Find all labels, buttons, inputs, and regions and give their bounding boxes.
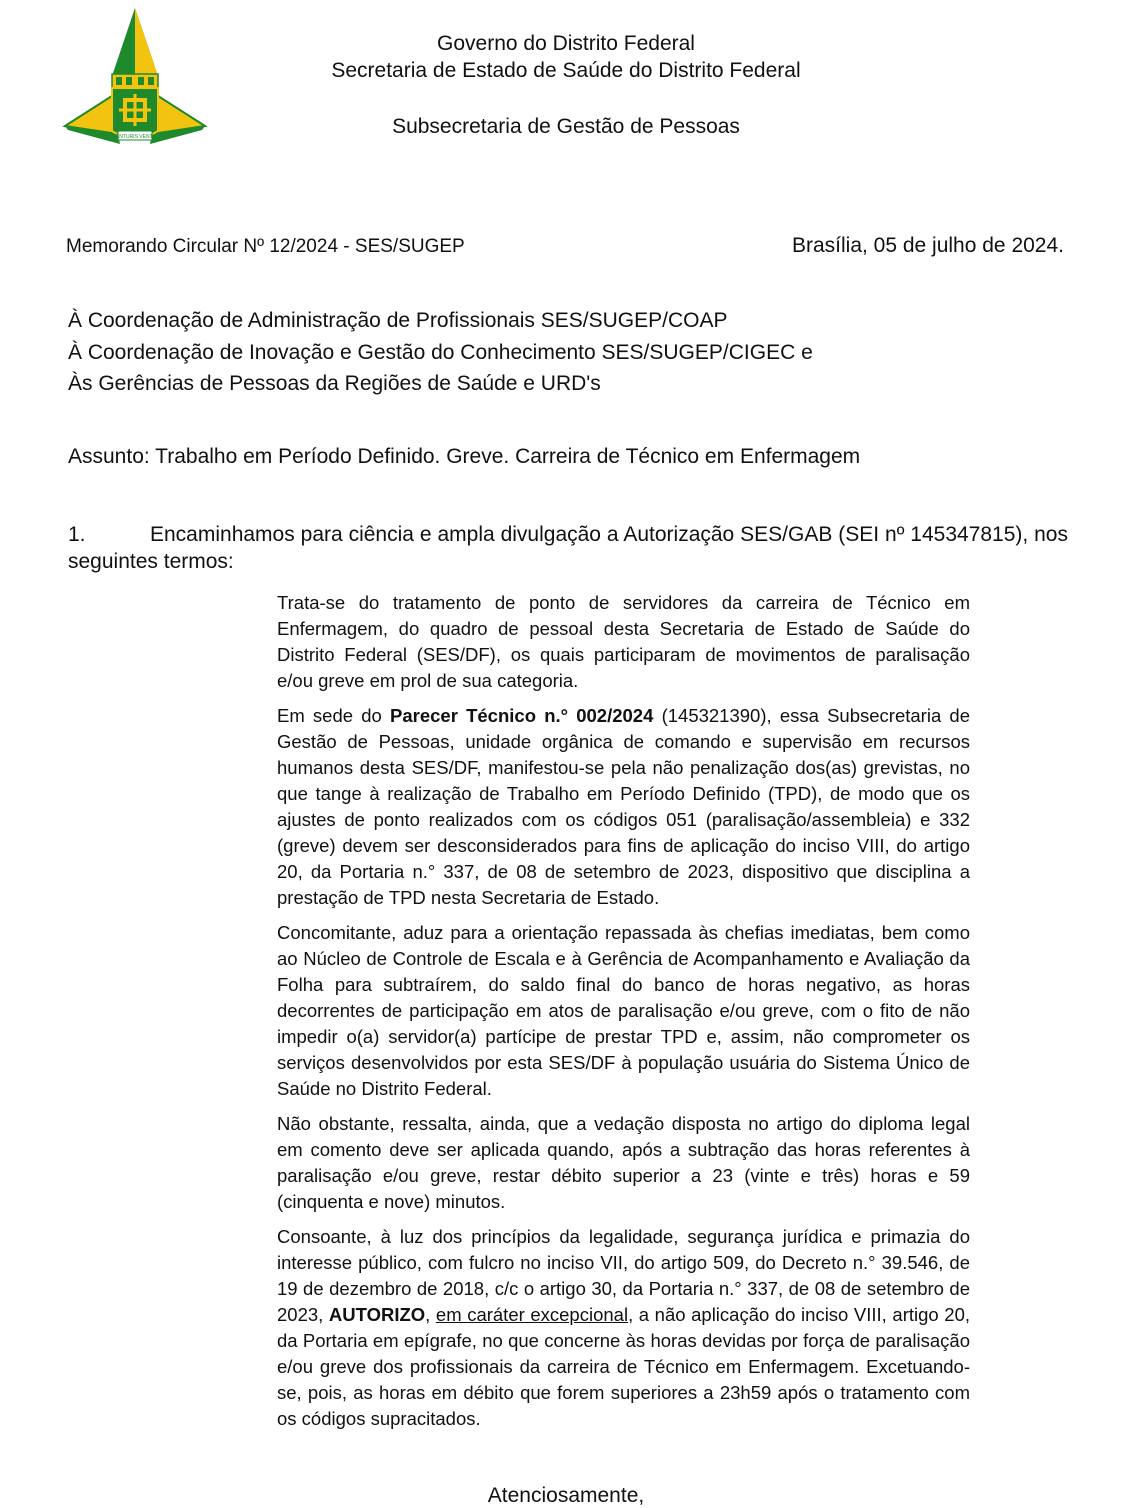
svg-text:VENTURIS VENTIS: VENTURIS VENTIS (112, 134, 158, 140)
closing-salutation: Atenciosamente, (487, 1484, 645, 1507)
header-subsecretariat: Subsecretaria de Gestão de Pessoas (392, 115, 740, 138)
memo-date: Brasília, 05 de julho de 2024. (791, 234, 1064, 257)
authorization-quote (277, 590, 970, 1441)
paragraph-1-text: Encaminhamos para ciência e ampla divulgação a Autorização SES/GAB (SEI nº 145347815), nos seguintes termos: (68, 523, 1068, 573)
quote-text: Consoante, à luz dos princípios da legalidade, segurança jurídica e primazia do interesse público, com fulcro no inciso VII, do artigo 509, do Decreto n.° 39.546, de 19 de dezembro de 2018, c/c o artigo 30, da Portaria n.° 337, de 08 de setembro de 2023, (277, 1226, 970, 1325)
quote-paragraph-1: Trata-se do tratamento de ponto de servidores da carreira de Técnico em Enfermagem, do quadro de pessoal desta Secretaria de Estado de Saúde do Distrito Federal (SES/DF), os quais participaram de movimentos de paralisação e/ou greve em prol de sua categoria. (277, 592, 970, 691)
memo-number: Memorando Circular Nº 12/2024 - SES/SUGEP (66, 236, 465, 257)
header-government: Governo do Distrito Federal (437, 32, 695, 55)
quote-paragraph-4: Não obstante, ressalta, ainda, que a vedação disposta no artigo do diploma legal em comento deve ser aplicada quando, após a subtração das horas referentes à paralisação e/ou greve, restar débito superior a 23 (vinte e três) horas e 59 (cinquenta e nove) minutos. (277, 1113, 970, 1212)
addressee-coap: À Coordenação de Administração de Profissionais SES/SUGEP/COAP (68, 309, 728, 332)
quote-paragraph-3: Concomitante, aduz para a orientação repassada às chefias imediatas, bem como ao Núcleo de Controle de Escala e à Gerência de Acompanhamento e Avaliação da Folha para subtraírem, do saldo final do banco de horas negativo, as horas decorrentes de participação em atos de paralisação e/ou greve, com o fito de não impedir o(a) servidor(a) partícipe de prestar TPD e, assim, não comprometer os serviços desenvolvidos por esta SES/DF à população usuária do Sistema Único de Saúde no Distrito Federal. (277, 922, 970, 1099)
addressee-gerencias: Às Gerências de Pessoas da Regiões de Saúde e URD's (68, 372, 601, 395)
quote-paragraph-5 (277, 1224, 970, 1432)
quote-text: Em sede do (277, 705, 391, 726)
quote-text: (145321390), essa Subsecretaria de Gestão de Pessoas, unidade orgânica de comando e supervisão em recursos humanos desta SES/DF, manifestou-se pela não penalização dos(as) grevistas, no que tange à realização de Trabalho em Período Definido (TPD), de modo que os ajustes de ponto realizados com os códigos 051 (paralisação/assembleia) e 332 (greve) devem ser desconsiderados para fins de aplicação do inciso VIII, do artigo 20, da Portaria n.° 337, de 08 de setembro de 2023, dispositivo que disciplina a prestação de TPD nesta Secretaria de Estado. (277, 705, 970, 908)
parecer-reference: Parecer Técnico n.° 002/2024 (390, 705, 654, 726)
quote-paragraph-2 (277, 703, 970, 911)
subject-line: Assunto: Trabalho em Período Definido. Greve. Carreira de Técnico em Enfermagem (68, 445, 861, 468)
excepcional-underline: em caráter excepcional (435, 1304, 629, 1325)
paragraph-number: 1. (68, 523, 86, 546)
addressee-cigec: À Coordenação de Inovação e Gestão do Conhecimento SES/SUGEP/CIGEC e (68, 341, 813, 364)
quote-text: , a não aplicação do inciso VIII, artigo 20, da Portaria em epígrafe, no que concerne às horas devidas por força de paralisação e/ou greve dos profissionais da carreira de Técnico em Enfermagem. Excetuando-se, pois, as horas em débito que forem superiores a 23h59 após o tratamento com os códigos supracitados. (277, 1304, 970, 1429)
header-secretariat: Secretaria de Estado de Saúde do Distrito Federal (331, 59, 801, 82)
autorizo-bold: AUTORIZO (328, 1304, 426, 1325)
quote-text: , (425, 1304, 436, 1325)
paragraph-1 (68, 521, 1068, 575)
